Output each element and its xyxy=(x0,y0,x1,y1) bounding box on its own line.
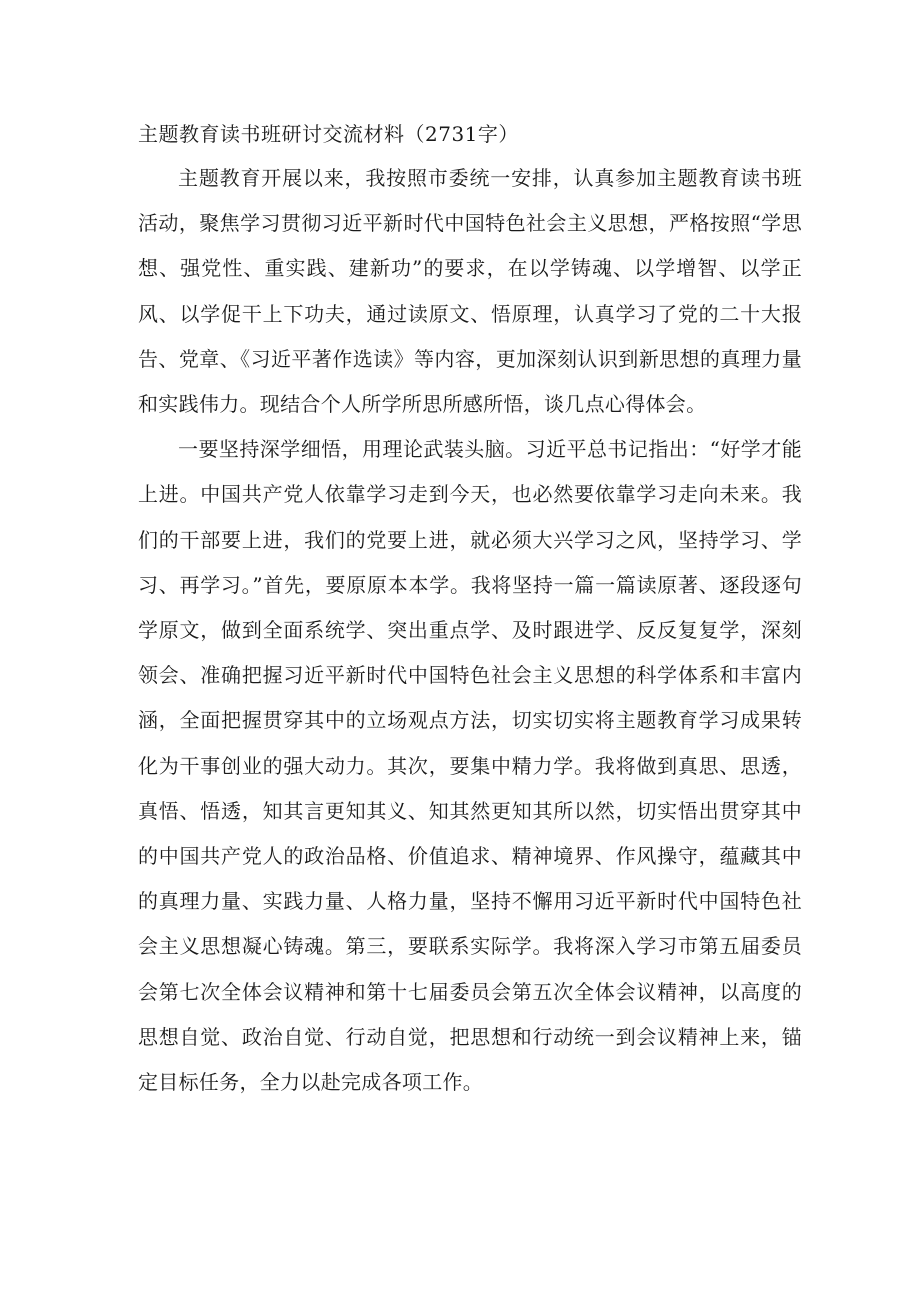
paragraph-point-one: 一要坚持深学细悟，用理论武装头脑。习近平总书记指出：“好学才能上进。中国共产党人依靠学习走到今天，也必然要依靠学习走向未来。我们的干部要上进，我们的党要上进，就必须大兴学习之风，坚持学习、学习、再学习。”首先，要原原本本学。我将坚持一篇一篇读原著、逐段逐句学原文，做到全面系统学、突出重点学、及时跟进学、反反复复学，深刻领会、准确把握习近平新时代中国特色社会主义思想的科学体系和丰富内涵，全面把握贯穿其中的立场观点方法，切实切实将主题教育学习成果转化为干事创业的强大动力。其次，要集中精力学。我将做到真思、思透，真悟、悟透，知其言更知其义、知其然更知其所以然，切实悟出贯穿其中的中国共产党人的政治品格、价值追求、精神境界、作风操守，蕴藏其中的真理力量、实践力量、人格力量，坚持不懈用习近平新时代中国特色社会主义思想凝心铸魂。第三，要联系实际学。我将深入学习市第五届委员会第七次全体会议精神和第十七届委员会第五次全体会议精神，以高度的思想自觉、政治自觉、行动自觉，把思想和行动统一到会议精神上来，锚定目标任务，全力以赴完成各项工作。 xyxy=(138,437,802,1095)
paragraph-intro: 主题教育开展以来，我按照市委统一安排，认真参加主题教育读书班活动，聚焦学习贯彻习近平新时代中国特色社会主义思想，严格按照“学思想、强党性、重实践、建新功”的要求，在以学铸魂、以学增智、以学正风、以学促干上下功夫，通过读原文、悟原理，认真学习了党的二十大报告、党章、《习近平著作选读》等内容，更加深刻认识到新思想的真理力量和实践伟力。现结合个人所学所思所感所悟，谈几点心得体会。 xyxy=(138,166,802,417)
document-body xyxy=(138,112,802,1105)
document-title: 主题教育读书班研讨交流材料（2731字） xyxy=(138,122,519,146)
